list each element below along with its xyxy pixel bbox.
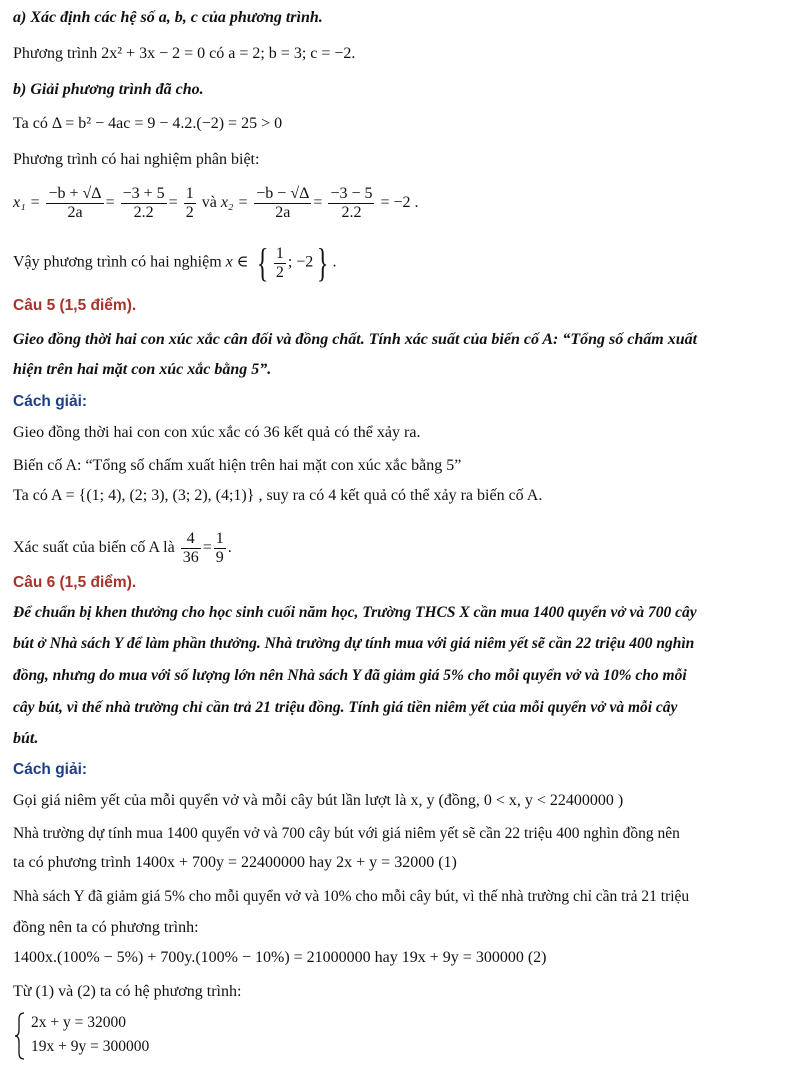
cau5-s4: Xác suất của biến cố A là $\frac{4}{36}$ = $\frac{1}{9}$ . xyxy=(13,530,232,566)
x2-frac-2: $\frac{-3 - 5}{2.2}$ xyxy=(330,185,373,221)
cau6-s1: Gọi giá niêm yết của mỗi quyển vở và mỗi cây bút lần lượt là x, y (đồng, 0 < x, y < 22400000 ) xyxy=(13,792,624,809)
system-eq-1: 2x + y = 32000 xyxy=(31,1014,126,1031)
cau6-s5: đồng nên ta có phương trình: xyxy=(13,919,199,936)
delta-line: Ta có Δ = b² − 4ac = 9 − 4.2.(−2) = 25 > 0 xyxy=(13,115,283,132)
system-eq-2: 19x + 9y = 300000 xyxy=(31,1038,150,1055)
part-a-line: Phương trình 2x² + 3x − 2 = 0 có a = 2; b = 3; c = −2. xyxy=(13,45,356,62)
cau5-solution-label: Cách giải: xyxy=(13,393,88,410)
prob-frac-1: $\frac{4}{36}$ xyxy=(182,530,199,566)
conclusion-set-pre: x ∈ xyxy=(225,253,249,271)
conclusion-line: Vậy phương trình có hai nghiệm x ∈ { $\frac{1}{2}$ ; −2} . xyxy=(13,240,337,285)
cau6-heading: Câu 6 (1,5 điểm). xyxy=(13,574,137,591)
cau6-problem-3: đồng, nhưng do mua với số lượng lớn nên Nhà sách Y đã giảm giá 5% cho mỗi quyển vở và 10% cho mỗi xyxy=(13,667,687,684)
part-a-heading: a) Xác định các hệ số a, b, c của phương trình. xyxy=(13,9,323,26)
x1-label: x₁ = xyxy=(13,194,41,212)
cau6-solution-label: Cách giải: xyxy=(13,761,88,778)
cau5-heading: Câu 5 (1,5 điểm). xyxy=(13,297,137,314)
cau6-s4: Nhà sách Y đã giảm giá 5% cho mỗi quyển vở và 10% cho mỗi cây bút, vì thế nhà trường chỉ cần trả 21 triệu xyxy=(13,888,690,905)
system-brace xyxy=(13,1011,27,1061)
cau6-problem-4: cây bút, vì thế nhà trường chỉ cần trả 21 triệu đồng. Tính giá tiền niêm yết của mỗi quyển vở và mỗi cây xyxy=(13,699,678,716)
x1-frac-3: $\frac{1}{2}$ xyxy=(185,185,194,221)
cau6-s2: Nhà trường dự tính mua 1400 quyển vở và 700 cây bút với giá niêm yết sẽ cần 22 triệu 400 nghìn đồng nên xyxy=(13,825,680,842)
cau6-problem-5: bút. xyxy=(13,730,39,747)
cau5-problem-1: Gieo đồng thời hai con xúc xắc cân đối và đồng chất. Tính xác suất của biến cố A: “Tổng số chấm xuất xyxy=(13,331,698,348)
conclusion-prefix: Vậy phương trình có hai nghiệm xyxy=(13,253,222,271)
conclusion-half: $\frac{1}{2}$ xyxy=(275,244,284,281)
cau6-problem-2: bút ở Nhà sách Y để làm phần thưởng. Nhà trường dự tính mua với giá niêm yết sẽ cần 22 triệu 400 nghìn xyxy=(13,635,695,652)
cau5-problem-2: hiện trên hai mặt con xúc xắc bằng 5”. xyxy=(13,361,272,378)
va-word: và xyxy=(201,194,217,212)
cau5-s1: Gieo đồng thời hai con con xúc xắc có 36 kết quả có thể xảy ra. xyxy=(13,424,421,441)
cau5-s4-prefix: Xác suất của biến cố A là xyxy=(13,539,175,557)
x2-tail: = −2 . xyxy=(380,194,419,212)
prob-frac-2: $\frac{1}{9}$ xyxy=(215,530,224,566)
part-b-heading: b) Giải phương trình đã cho. xyxy=(13,81,204,98)
cau6-problem-1: Để chuẩn bị khen thưởng cho học sinh cuối năm học, Trường THCS X cần mua 1400 quyển vở và 700 cây xyxy=(13,604,697,621)
x1-frac-1: $\frac{-b + √\Delta}{2a}$ xyxy=(48,185,102,221)
cau5-s3: Ta có A = {(1; 4), (2; 3), (3; 2), (4;1)} , suy ra có 4 kết quả có thể xảy ra biến cố A. xyxy=(13,487,543,504)
x1-frac-2: $\frac{-3 + 5}{2.2}$ xyxy=(122,185,165,221)
cau5-s2: Biến cố A: “Tổng số chấm xuất hiện trên hai mặt con xúc xắc bằng 5” xyxy=(13,457,462,474)
conclusion-set-rest: ; −2 xyxy=(287,253,314,271)
cau6-s7: Từ (1) và (2) ta có hệ phương trình: xyxy=(13,983,242,1000)
two-roots-line: Phương trình có hai nghiệm phân biệt: xyxy=(13,151,260,168)
cau6-s6: 1400x.(100% − 5%) + 700y.(100% − 10%) = 21000000 hay 19x + 9y = 300000 (2) xyxy=(13,949,547,966)
cau6-s3: ta có phương trình 1400x + 700y = 22400000 hay 2x + y = 32000 (1) xyxy=(13,854,457,871)
x2-label: x₂ = xyxy=(220,194,249,212)
roots-line: x₁ = $\frac{-b + √\Delta}{2a}$ = $\frac{-3 + 5}{2.2}$ = $\frac{1}{2}$ và x₂ = $\frac{-b - √\Delta}{2a}$ = $\frac{-3 - 5}{2.2}$ = −2 . xyxy=(13,185,419,221)
x2-frac-1: $\frac{-b - √\Delta}{2a}$ xyxy=(256,185,310,221)
